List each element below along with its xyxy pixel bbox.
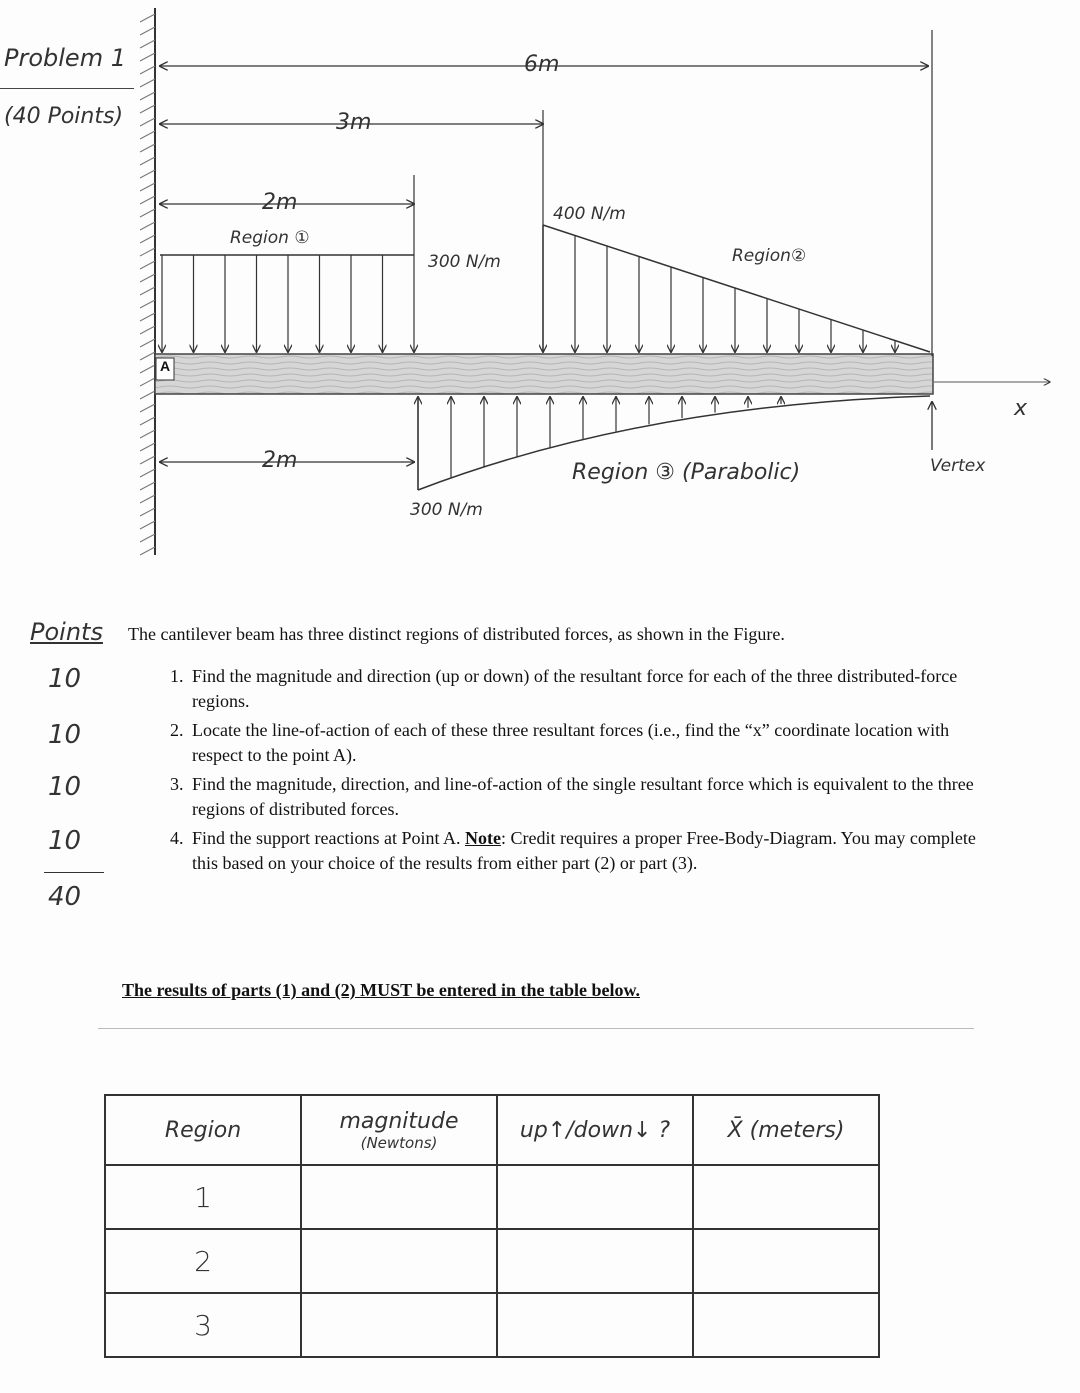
cell-region: 2 — [105, 1229, 301, 1293]
dim-6m-label: 6m — [524, 52, 560, 77]
question-list — [150, 664, 978, 880]
points-total: 40 — [48, 882, 82, 912]
question-2: 2. Locate the line-of-action of each of these three resultant forces (i.e., find the “x” coordinate location with respect to the point A). — [188, 718, 978, 768]
table-row — [105, 1165, 879, 1229]
header-direction: up↑/down↓ ? — [497, 1095, 693, 1165]
wall-hatch-line — [140, 313, 155, 321]
points-q3: 10 — [48, 772, 82, 802]
load-400-label: 400 N/m — [553, 204, 626, 224]
wall-hatch-line — [140, 53, 155, 61]
points-heading: Points — [30, 618, 103, 646]
wall-hatch-line — [140, 170, 155, 178]
wall-hatch-line — [140, 144, 155, 152]
wall-hatch-line — [140, 131, 155, 139]
cell-region: 1 — [105, 1165, 301, 1229]
wall-hatch-line — [140, 430, 155, 438]
cell-xbar[interactable] — [693, 1165, 879, 1229]
wall-hatch-line — [140, 443, 155, 451]
problem-title: Problem 1 — [4, 44, 126, 72]
fixed-wall — [140, 8, 155, 555]
wall-hatch-line — [140, 287, 155, 295]
question-4-text: Find the support reactions at Point A. — [192, 828, 461, 848]
wall-hatch-line — [140, 118, 155, 126]
question-3: 3. Find the magnitude, direction, and line-of-action of the single resultant force which is equivalent to the three regions of distributed forces. — [188, 772, 978, 822]
wall-hatch-line — [140, 482, 155, 490]
table-instruction: The results of parts (1) and (2) MUST be entered in the table below. — [122, 980, 641, 1000]
wall-hatch-line — [140, 209, 155, 217]
problem-points: (40 Points) — [4, 104, 124, 129]
vertex-label: Vertex — [930, 456, 986, 476]
wall-hatch-line — [140, 339, 155, 347]
wall-hatch-line — [140, 495, 155, 503]
cell-direction[interactable] — [497, 1229, 693, 1293]
wall-hatch-line — [140, 521, 155, 529]
wall-hatch-line — [140, 27, 155, 35]
note-label: Note — [464, 828, 501, 848]
wall-hatch-line — [140, 469, 155, 477]
wall-hatch-line — [140, 456, 155, 464]
cell-xbar[interactable] — [693, 1229, 879, 1293]
wall-hatch-line — [140, 508, 155, 516]
wall-hatch-line — [140, 222, 155, 230]
wall-hatch-line — [140, 274, 155, 282]
cell-region: 3 — [105, 1293, 301, 1357]
points-q4: 10 — [48, 826, 82, 856]
wall-hatch-line — [140, 66, 155, 74]
cell-magnitude[interactable] — [301, 1293, 497, 1357]
problem-intro: The cantilever beam has three distinct regions of distributed forces, as shown in the Figure. — [128, 624, 785, 644]
results-table — [104, 1094, 880, 1358]
question-4 — [188, 826, 978, 876]
header-magnitude-unit: (Newtons) — [360, 1133, 438, 1152]
header-magnitude: magnitude (Newtons) — [301, 1095, 497, 1165]
wall-hatch-line — [140, 183, 155, 191]
dim-lower-label: 2m — [262, 448, 298, 473]
cell-xbar[interactable] — [693, 1293, 879, 1357]
wall-hatch-line — [140, 40, 155, 48]
points-q1: 10 — [48, 664, 82, 694]
sheet-edge — [98, 1028, 974, 1029]
wall-hatch-line — [140, 378, 155, 386]
wall-hatch-line — [140, 157, 155, 165]
wall-hatch-line — [140, 417, 155, 425]
beam — [155, 354, 933, 394]
wall-hatch-line — [140, 79, 155, 87]
region3-label: Region ③ (Parabolic) — [572, 460, 801, 485]
wall-hatch-line — [140, 105, 155, 113]
points-total-rule — [44, 872, 104, 873]
wall-hatch-line — [140, 326, 155, 334]
title-underline — [0, 88, 134, 89]
region1-label: Region ① — [230, 228, 310, 248]
cell-direction[interactable] — [497, 1165, 693, 1229]
wall-hatch-line — [140, 300, 155, 308]
header-xbar: X̄ (meters) — [693, 1095, 879, 1165]
load-300-top-label: 300 N/m — [428, 252, 501, 272]
region2-triangular-load — [543, 225, 930, 352]
wall-hatch-line — [140, 196, 155, 204]
cell-magnitude[interactable] — [301, 1229, 497, 1293]
points-q2: 10 — [48, 720, 82, 750]
wall-hatch-line — [140, 547, 155, 555]
wall-hatch-line — [140, 404, 155, 412]
cell-magnitude[interactable] — [301, 1165, 497, 1229]
table-header-row — [105, 1095, 879, 1165]
wall-hatch-line — [140, 248, 155, 256]
wall-hatch-line — [140, 391, 155, 399]
beam-diagram — [0, 0, 1080, 600]
wall-hatch-line — [140, 534, 155, 542]
header-region: Region — [105, 1095, 301, 1165]
table-row — [105, 1229, 879, 1293]
wall-hatch-line — [140, 14, 155, 22]
wall-hatch-line — [140, 352, 155, 360]
dim-3m-label: 3m — [336, 110, 372, 135]
wall-hatch-line — [140, 365, 155, 373]
question-4-note-text: : Credit requires a proper Free-Body-Diagram. You may complete this based on your choice of the results from either part (2) or part (3). — [192, 828, 976, 873]
x-axis-label: x — [1014, 396, 1028, 421]
load-300-bottom-label: 300 N/m — [410, 500, 483, 520]
wall-hatch-line — [140, 92, 155, 100]
wall-hatch-line — [140, 261, 155, 269]
point-a-label: A — [160, 358, 171, 374]
region2-label: Region② — [732, 246, 807, 266]
dim-region1-label: 2m — [262, 190, 298, 215]
region1-uniform-load — [160, 255, 414, 352]
cell-direction[interactable] — [497, 1293, 693, 1357]
wall-hatch-line — [140, 235, 155, 243]
table-row — [105, 1293, 879, 1357]
question-1: 1. Find the magnitude and direction (up or down) of the resultant force for each of the three distributed-force regions. — [188, 664, 978, 714]
